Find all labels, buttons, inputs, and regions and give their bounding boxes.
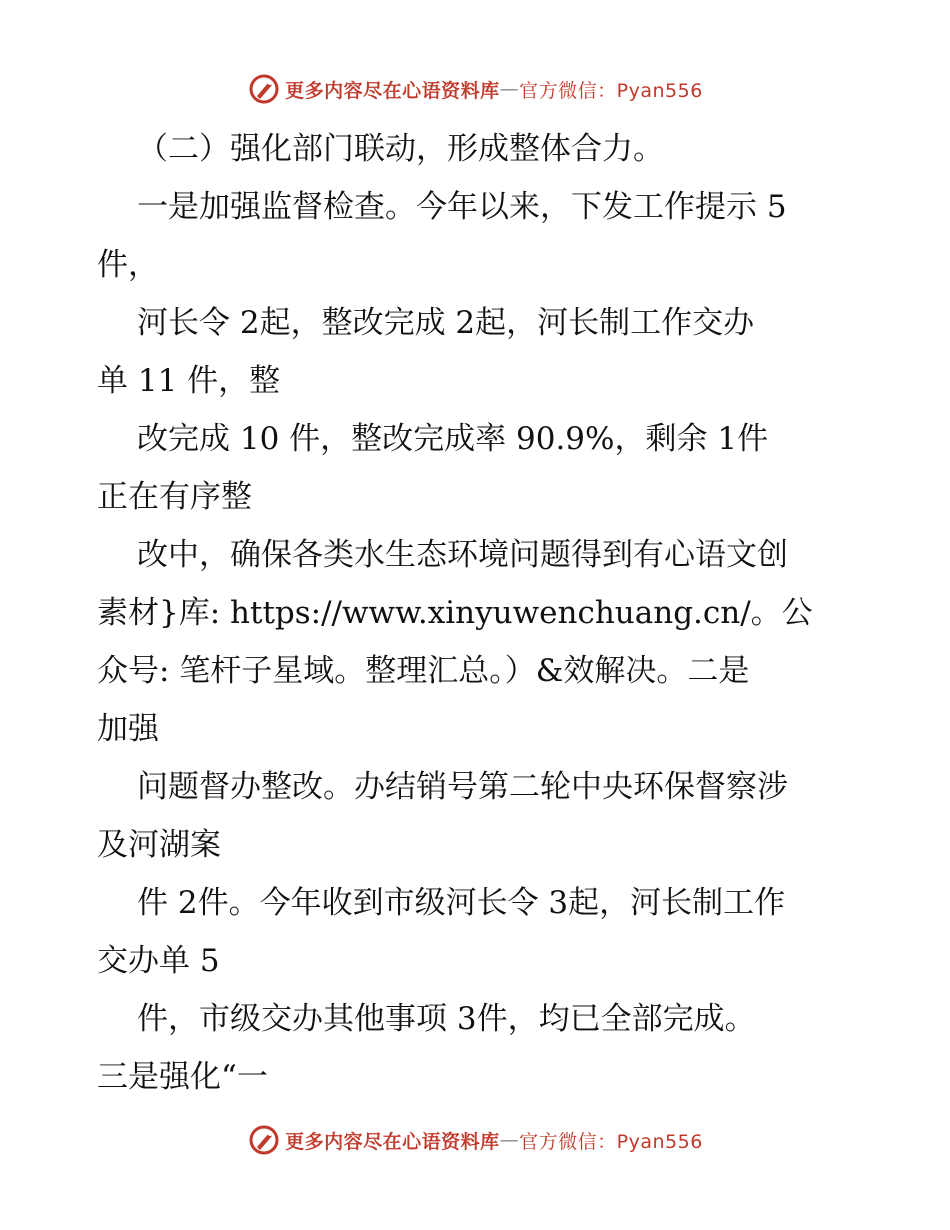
text-line: 众号: 笔杆子星域。整理汇总。）&效解决。二是 bbox=[97, 653, 750, 689]
section-heading: （二）强化部门联动，形成整体合力。 bbox=[137, 131, 664, 167]
watermark-main-text: 更多内容尽在心语资料库 bbox=[285, 79, 500, 102]
text-line: 件，市级交办其他事项 3件，均已全部完成。 bbox=[137, 1001, 756, 1037]
watermark-contact: 官方微信：Pyan556 bbox=[519, 1130, 703, 1153]
text-line: 件， bbox=[97, 247, 159, 283]
watermark-separator: — bbox=[499, 1129, 520, 1151]
text-line: 交办单 5 bbox=[97, 943, 220, 979]
text-line: 件 2件。今年收到市级河长令 3起，河长制工作 bbox=[137, 885, 786, 921]
watermark-contact: 官方微信：Pyan556 bbox=[519, 79, 703, 102]
fountain-pen-logo-icon bbox=[247, 1123, 281, 1157]
text-line: 问题督办整改。办结销号第二轮中央环保督察涉 bbox=[137, 769, 788, 805]
text-line: 河长令 2起，整改完成 2起，河长制工作交办 bbox=[137, 305, 755, 341]
document-body bbox=[97, 120, 867, 1106]
text-line: 改完成 10 件，整改完成率 90.9%，剩余 1件 bbox=[137, 421, 769, 457]
watermark-footer bbox=[0, 1123, 950, 1157]
text-line: 一是加强监督检查。今年以来，下发工作提示 5 bbox=[137, 189, 787, 225]
text-line: 单 11 件，整 bbox=[97, 363, 281, 399]
fountain-pen-logo-icon bbox=[247, 72, 281, 106]
watermark-header bbox=[0, 72, 950, 106]
text-line: 素材}库: https://www.xinyuwenchuang.cn/。公 bbox=[97, 595, 813, 631]
text-line: 三是强化“一 bbox=[97, 1059, 268, 1095]
text-line: 及河湖案 bbox=[97, 827, 221, 863]
watermark-separator: — bbox=[499, 78, 520, 100]
text-line: 加强 bbox=[97, 711, 159, 747]
text-line: 正在有序整 bbox=[97, 479, 252, 515]
watermark-main-text: 更多内容尽在心语资料库 bbox=[285, 1130, 500, 1153]
text-line: 改中，确保各类水生态环境问题得到有心语文创 bbox=[137, 537, 788, 573]
